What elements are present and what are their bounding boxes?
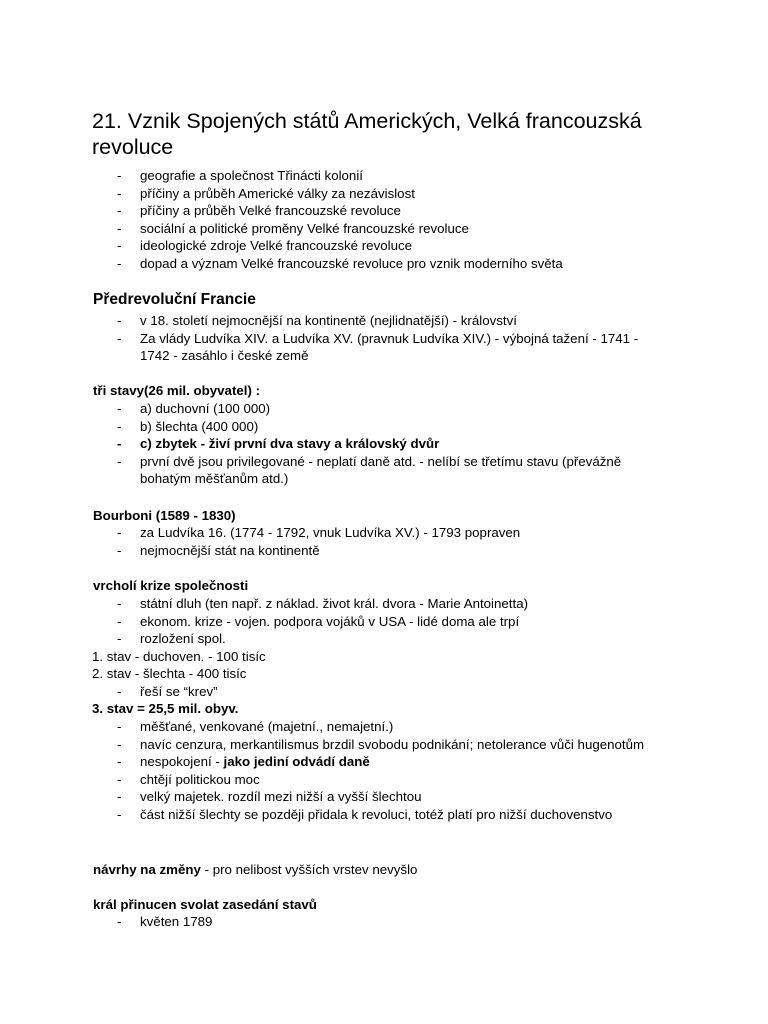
list-item: - chtějí politickou moc	[0, 771, 670, 789]
list-item: - státní dluh (ten např. z náklad. život král. dvora - Marie Antoinetta)	[0, 595, 670, 613]
list-item: - první dvě jsou privilegované - neplatí daně atd. - nelíbí se třetímu stavu (převážně bohatým měšťanům atd.)	[0, 453, 670, 488]
navrhy-paragraph: návrhy na změny - pro nelibost vyšších vrstev nevyšlo	[93, 862, 418, 877]
section4-list-2	[0, 683, 768, 701]
list-item: - měšťané, venkované (majetní., nemajetní.)	[0, 718, 670, 736]
section-heading-predrevolucni: Předrevoluční Francie	[93, 291, 256, 308]
list-item: - nespokojení - jako jediní odvádí daně	[0, 753, 670, 771]
list-item: - ekonom. krize - vojen. podpora vojáků v USA - lidé doma ale trpí	[0, 613, 670, 631]
section4-list	[0, 595, 768, 648]
section4-list-3	[0, 718, 768, 823]
list-item: - c) zbytek - živí první dva stavy a královský dvůr	[0, 435, 670, 453]
list-item: - část nižší šlechty se později přidala k revoluci, totéž platí pro nižší duchovenstvo	[0, 806, 670, 824]
section-heading-krize: vrcholí krize společnosti	[93, 578, 249, 593]
list-item: - ideologické zdroje Velké francouzské revoluce	[0, 237, 670, 255]
list-item: - navíc cenzura, merkantilismus brzdil svobodu podnikání; netolerance vůči hugenotům	[0, 736, 670, 754]
section2-list	[0, 400, 768, 488]
list-item: - geografie a společnost Třinácti kolonií	[0, 167, 670, 185]
section-heading-tri-stavy: tři stavy(26 mil. obyvatel) :	[93, 383, 261, 398]
list-item: - příčiny a průběh Velké francouzské revoluce	[0, 202, 670, 220]
list-item: - rozložení spol.	[0, 630, 670, 648]
section6-list	[0, 913, 768, 931]
stav-line-2: 2. stav - šlechta - 400 tisíc	[92, 666, 247, 681]
stav-line-1: 1. stav - duchoven. - 100 tisíc	[92, 649, 266, 664]
section-heading-bourboni: Bourboni (1589 - 1830)	[93, 508, 236, 523]
list-item: - květen 1789	[0, 913, 670, 931]
list-item: - dopad a význam Velké francouzské revoluce pro vznik moderního světa	[0, 255, 670, 273]
list-item: - nejmocnější stát na kontinentě	[0, 542, 670, 560]
list-item: - za Ludvíka 16. (1774 - 1792, vnuk Ludvíka XV.) - 1793 popraven	[0, 524, 670, 542]
list-item: - řeší se “krev”	[0, 683, 670, 701]
section-heading-kral: král přinucen svolat zasedání stavů	[93, 897, 317, 912]
list-item: - Za vlády Ludvíka XIV. a Ludvíka XV. (pravnuk Ludvíka XIV.) - výbojná tažení - 1741 - 1742 - zasáhlo i české země	[0, 330, 670, 365]
section1-list	[0, 312, 768, 365]
list-item: - b) šlechta (400 000)	[0, 418, 670, 436]
list-item: - příčiny a průběh Americké války za nezávislost	[0, 185, 670, 203]
intro-list	[0, 167, 768, 272]
list-item: - sociální a politické proměny Velké francouzské revoluce	[0, 220, 670, 238]
stav-line-3: 3. stav = 25,5 mil. obyv.	[92, 701, 239, 716]
document-title: 21. Vznik Spojených států Amerických, Velká francouzská revoluce	[92, 109, 642, 159]
list-item: - a) duchovní (100 000)	[0, 400, 670, 418]
list-item: - velký majetek. rozdíl mezi nižší a vyšší šlechtou	[0, 788, 670, 806]
section3-list	[0, 524, 768, 559]
list-item: - v 18. století nejmocnější na kontinentě (nejlidnatější) - království	[0, 312, 670, 330]
